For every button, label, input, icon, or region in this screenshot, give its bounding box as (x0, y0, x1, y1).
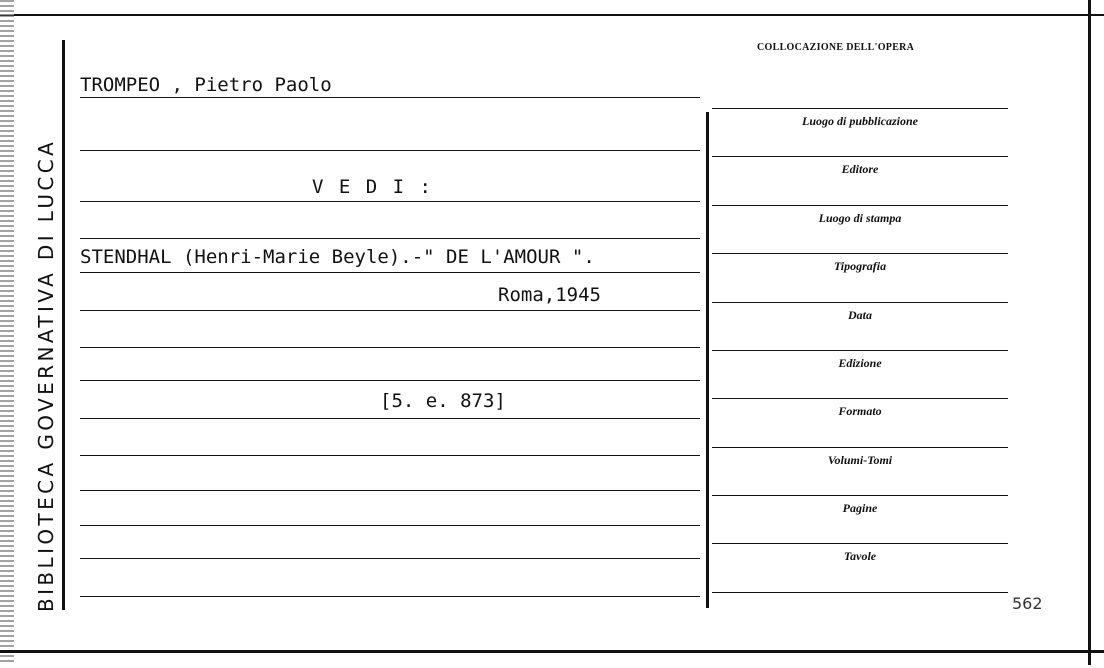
card-right-edge (1088, 0, 1104, 665)
field-rule-10 (712, 592, 1008, 593)
field-rule-5 (712, 350, 1008, 351)
line-9 (80, 418, 700, 419)
field-formato: Formato (838, 404, 882, 418)
field-data: Data (848, 308, 872, 322)
left-margin-line (62, 40, 65, 610)
card-top-edge (0, 0, 1104, 16)
field-rule-1 (712, 156, 1008, 157)
vedi-label: V E D I : (312, 176, 433, 198)
author-name: TROMPEO , Pietro Paolo (80, 74, 332, 96)
line-7 (80, 347, 700, 348)
field-luogo-stampa: Luogo di stampa (818, 211, 902, 225)
line-10 (80, 455, 700, 456)
field-tipografia: Tipografia (833, 259, 887, 273)
line-11 (80, 490, 700, 491)
field-rule-9 (712, 543, 1008, 544)
line-5 (80, 272, 700, 273)
line-14 (80, 596, 700, 597)
field-rule-7 (712, 447, 1008, 448)
line-12 (80, 525, 700, 526)
field-tavole: Tavole (843, 549, 877, 563)
shelfmark: [5. e. 873] (380, 390, 506, 412)
field-rule-6 (712, 398, 1008, 399)
field-rule-4 (712, 302, 1008, 303)
field-editore: Editore (841, 162, 879, 176)
line-13 (80, 558, 700, 559)
card-bottom-edge (0, 650, 1104, 668)
field-rule-8 (712, 495, 1008, 496)
column-divider (706, 112, 709, 608)
line-8 (80, 380, 700, 381)
place-year: Roma,1945 (498, 284, 601, 306)
field-luogo-pubblicazione: Luogo di pubblicazione (801, 114, 918, 128)
handwritten-note: 562 (1012, 594, 1043, 613)
field-rule-2 (712, 205, 1008, 206)
field-volumi-tomi: Volumi-Tomi (827, 453, 893, 467)
field-edizione: Edizione (838, 356, 882, 370)
line-2 (80, 150, 700, 151)
library-name: BIBLIOTECA GOVERNATIVA DI LUCCA (34, 138, 58, 612)
field-rule-3 (712, 253, 1008, 254)
line-6 (80, 310, 700, 311)
field-pagine: Pagine (842, 501, 878, 515)
field-rule-0 (712, 108, 1008, 109)
line-3 (80, 201, 700, 202)
collocazione-header: COLLOCAZIONE DELL'OPERA (757, 42, 915, 53)
line-4 (80, 238, 700, 239)
card-left-edge (0, 0, 14, 665)
line-1 (80, 97, 700, 98)
reference-title: STENDHAL (Henri-Marie Beyle).-" DE L'AMOUR ". (80, 246, 595, 268)
